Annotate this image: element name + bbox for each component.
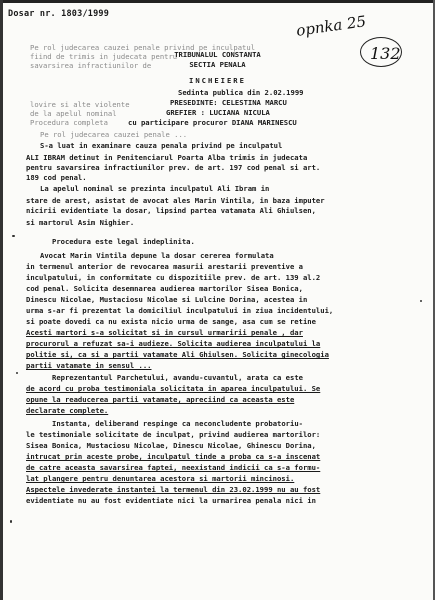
scan-speck: [16, 372, 18, 374]
body-line: Aspectele invederate instantei la termenul din 23.02.1999 nu au fost: [26, 485, 321, 494]
ghost-line: fiind de trimis in judecata pentru: [30, 52, 178, 61]
clerk-line: GREFIER : LUCIANA NICULA: [166, 108, 270, 117]
ghost-line: lovire si alte violente: [30, 100, 130, 109]
handwritten-page-number: 132: [370, 44, 401, 63]
body-line: 189 cod penal.: [26, 173, 87, 182]
scan-speck: [12, 235, 15, 237]
ghost-line: savarsirea infractiunilor de: [30, 61, 152, 70]
court-section: SECTIA PENALA: [189, 60, 246, 69]
body-line: partii vatamate in sensul ...: [26, 361, 152, 370]
body-line: Reprezentantul Parchetului, avandu-cuvantul, arata ca este: [52, 373, 303, 382]
handwritten-stamp: opnka 25: [295, 12, 368, 40]
body-line: cod penal. Solicita desemnarea audierea martorilor Sisea Bonica,: [26, 284, 303, 293]
body-line: evidentiate nu au fost evidentiate nici la urmarirea penala nici in: [26, 496, 316, 505]
ghost-line: Procedura completa: [30, 118, 108, 127]
scan-edge-top: [0, 0, 435, 3]
session-date: Sedinta publica din 2.02.1999: [178, 88, 304, 97]
body-line: ALI IBRAM detinut in Penitenciarul Poarta Alba trimis in judecata: [26, 153, 308, 162]
body-line: lat plangere pentru denuntarea acestora si martorii mincinosi.: [26, 474, 295, 483]
body-line: intrucat prin aceste probe, inculpatul tinde a proba ca s-a inscenat: [26, 452, 321, 461]
body-line: si martorul Asim Nighier.: [26, 218, 135, 227]
body-line: urma s-ar fi prezentat la domiciliul inculpatului in ziua incidentului,: [26, 306, 334, 315]
body-line: Avocat Marin Vintila depune la dosar cererea formulata: [40, 251, 274, 260]
court-name: TRIBUNALUL CONSTANTA: [174, 50, 261, 59]
body-line: politie si, ca si a partii vatamate Ali Ghiulsen. Solicita ginecologia: [26, 350, 329, 359]
body-line: Procedura este legal indeplinita.: [52, 237, 195, 246]
body-line: Acesti martori s-a solicitat si in cursul urmaririi penale , dar: [26, 328, 303, 337]
body-line: declarate complete.: [26, 406, 109, 415]
body-line: inculpatului, in conformitate cu dispozitiile prev. de art. 139 al.2: [26, 273, 321, 282]
scan-speck: [10, 520, 12, 523]
body-line: de catre aceasta savarsirea faptei, neexistand indicii ca s-a formu-: [26, 463, 321, 472]
body-line: de acord cu proba testimoniala solicitata in aparea inculpatului. Se: [26, 384, 321, 393]
president-line: PRESEDINTE: CELESTINA MARCU: [170, 98, 287, 107]
ghost-line: de la apelul nominal: [30, 109, 117, 118]
body-line: La apelul nominal se prezinta inculpatul Ali Ibram in: [40, 184, 270, 193]
prosecutor-line: cu participare procuror DIANA MARINESCU: [128, 118, 297, 127]
body-line: in termenul anterior de revocarea masurii arestarii preventive a: [26, 262, 303, 271]
body-line: Instanta, deliberand respinge ca neconcludente probatoriu-: [52, 419, 303, 428]
body-line: opune la readucerea partii vatamate, apreciind ca aceasta este: [26, 395, 295, 404]
body-line: le testimoniale solicitate de inculpat, privind audierea martorilor:: [26, 430, 321, 439]
body-line: stare de arest, asistat de avocat ales Marin Vintila, in baza imputer: [26, 196, 325, 205]
body-line: procurorul a refuzat sa-i audieze. Solicita audierea inculpatului la: [26, 339, 321, 348]
body-line: Sisea Bonica, Mustaciosu Nicolae, Dinescu Nicolae, Ghinescu Dorina,: [26, 441, 316, 450]
scan-edge-left: [0, 0, 3, 600]
document-title: INCHEIERE: [189, 76, 246, 85]
body-line: si poate dovedi ca nu exista nicio urma de sange, asa cum se retine: [26, 317, 316, 326]
scan-speck: [420, 300, 422, 302]
body-line: Dinescu Nicolae, Mustaciosu Nicolae si Lulcine Dorina, acestea in: [26, 295, 308, 304]
case-number: Dosar nr. 1803/1999: [8, 9, 110, 19]
body-line: S-a luat in examinare cauza penala privind pe inculpatul: [40, 141, 283, 150]
body-line: pentru savarsirea infractiunilor prev. de art. 197 cod penal si art.: [26, 163, 321, 172]
ghost-line: Pe rol judecarea cauzei penale privind pe inculpatul: [30, 43, 256, 52]
body-line: Pe rol judecarea cauzei penale ...: [40, 130, 188, 139]
body-line: nicirii evidentiate la dosar, lipsind partea vatamata Ali Ghiulsen,: [26, 206, 316, 215]
